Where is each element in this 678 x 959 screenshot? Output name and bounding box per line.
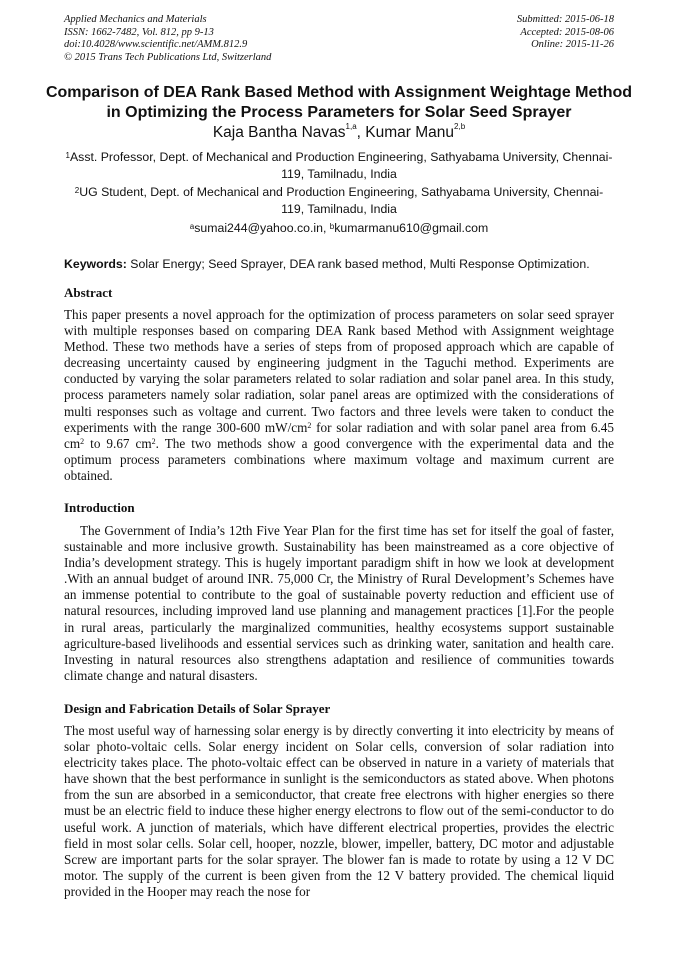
- online-date: Online: 2015-11-26: [531, 39, 614, 50]
- keywords-text: Solar Energy; Seed Sprayer, DEA rank based method, Multi Response Optimization.: [126, 257, 590, 271]
- email-1[interactable]: sumai244@yahoo.co.in,: [194, 221, 330, 235]
- abstract-heading: Abstract: [64, 285, 113, 300]
- submitted-date: Submitted: 2015-06-18: [516, 14, 614, 25]
- author-1: Kaja Bantha Navas: [212, 124, 346, 141]
- affiliation-1: [64, 149, 614, 183]
- email-sup: b: [329, 222, 335, 231]
- author-sep: ,: [356, 124, 366, 141]
- abstract-text: [64, 307, 614, 484]
- abstract-part: for solar radiation and with solar panel area from 6.45 cm: [64, 419, 614, 451]
- authors: [0, 124, 678, 142]
- author-2: Kumar Manu: [365, 124, 455, 141]
- author-2-sup: 2,b: [454, 122, 466, 131]
- introduction-text: The Government of India’s 12th Five Year Plan for the first time has set for itself the goal of faster, sustainable and more inclusive growth. Sustainability has been mainstreamed as a core objective of India’s development strategy. This is hugely important paradigm shift in how we look at development .With an annual budget of around INR. 75,000 Cr, the Ministry of Rural Development’s Schemes have an immense potential to contribute to the goal of sustainable poverty reduction and efficient use of natural resources, including improved land use planning and management practices [1].For the people in rural areas, particularly the marginalized communities, healthy ecosystems support sustainable agriculture-based livelihoods and essential services such as drinking water, sanitation and health care. Investing in natural resources also strengthens adaptation and resilience of communities towards climate change and natural disasters.: [64, 523, 614, 683]
- superscript: 2: [307, 420, 312, 430]
- abstract-part: . The two methods show a good convergence with the experimental data and the optimum process parameters combinations where maximum voltage and maximum current are obtained.: [64, 435, 614, 483]
- aff-sup: 1: [65, 151, 70, 160]
- design-text: The most useful way of harnessing solar energy is by directly converting it into electricity by means of solar photo-voltaic cells. Solar energy incident on Solar cells, conversion of solar radiation into electricity takes place. The photo-voltaic effect can be observed in nature in a variety of materials that have shown that the best performance in sunlight is the semiconductors as stated above. When photons from the sun are absorbed in a semiconductor, that create free electrons with higher energies so there must be an electric field to induce these higher energy electrons to flow out of the semi-conductor to do useful work. A junction of materials, which have different electrical properties, provides the electric field in most solar cells. Solar cell, hooper, nozzle, blower, impeller, battery, DC motor and adjustable Screw are important parts for the solar sprayer. The blower fan is made to rotate by using a 12 V DC motor. The supply of the current is been given from the 12 V battery provided. The chemical liquid provided in the Hooper may reach the nose for: [64, 723, 614, 899]
- aff-text: UG Student, Dept. of Mechanical and Production Engineering, Sathyabama University, Chennai-119, Tamilnadu, India: [79, 185, 604, 216]
- issn: ISSN: 1662-7482, Vol. 812, pp 9-13: [64, 26, 214, 38]
- abstract-part: to 9.67 cm: [84, 435, 152, 451]
- journal-name: Applied Mechanics and Materials: [64, 14, 207, 25]
- email-2[interactable]: kumarmanu610@gmail.com: [334, 221, 489, 235]
- aff-sup: 2: [74, 186, 80, 195]
- accepted-date: Accepted: 2015-08-06: [520, 26, 614, 38]
- aff-text: Asst. Professor, Dept. of Mechanical and Production Engineering, Sathyabama University, Chennai-119, Tamilnadu, India: [69, 150, 613, 181]
- keywords-label: Keywords:: [64, 257, 127, 271]
- affiliation-2: [64, 184, 614, 218]
- dates: [517, 14, 614, 52]
- doi: doi:10.4028/www.scientific.net/AMM.812.9: [64, 39, 248, 50]
- design-heading: Design and Fabrication Details of Solar Sprayer: [64, 701, 331, 716]
- journal-info: [64, 14, 271, 64]
- emails: [64, 220, 614, 237]
- introduction-heading: Introduction: [64, 500, 135, 515]
- abstract-part: This paper presents a novel approach for the optimization of process parameters on solar seed sprayer with multiple responses based on comparing DEA Rank based Method with Assignment weightage Method. These two methods have a series of steps from of proposed approach which are capable of decreasing uncertainty caused by engineering judgment in the Taguchi method. Experiments are conducted by varying the solar parameters related to solar radiation and solar panel area. In this study, process parameters namely solar radiation, solar panel areas are optimized with the considerations of multi responses such as voltage and current. Two factors and three levels were taken to conduct the experiments with the range 300-600 mW/cm: [64, 307, 614, 435]
- keywords: [64, 257, 590, 271]
- superscript: 2: [80, 436, 85, 446]
- paper-title: Comparison of DEA Rank Based Method with Assignment Weightage Method in Optimizing the Process Parameters for Solar Seed Sprayer: [45, 84, 633, 121]
- author-1-sup: 1,a: [345, 122, 357, 131]
- email-sup: a: [189, 222, 195, 231]
- superscript: 2: [151, 436, 156, 446]
- copyright: © 2015 Trans Tech Publications Ltd, Switzerland: [64, 51, 272, 63]
